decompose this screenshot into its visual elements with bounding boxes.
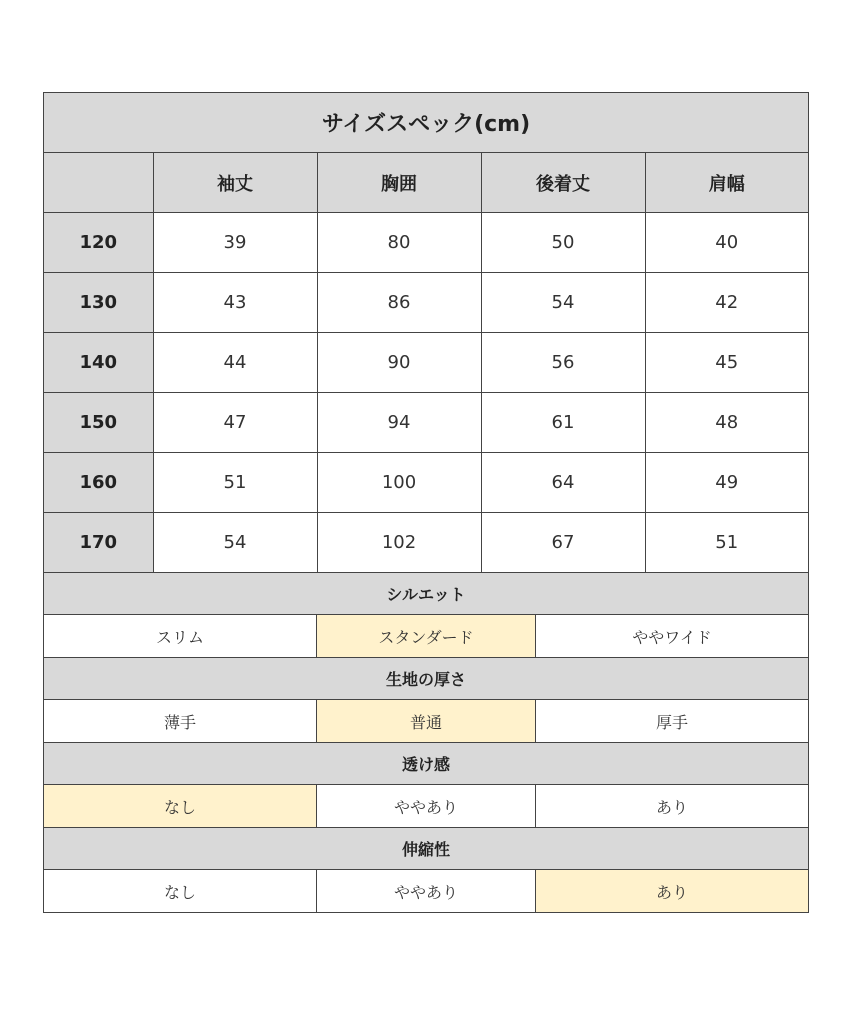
table-cell: 61 [481,393,645,453]
table-row [44,273,808,333]
attribute-option: ややあり [317,870,536,912]
column-header-chest: 胸囲 [317,153,481,213]
attribute-header-stretch: 伸縮性 [44,827,808,869]
table-row [44,333,808,393]
column-header-sleeve-length: 袖丈 [153,153,317,213]
table-cell: 49 [645,453,808,513]
table-cell: 45 [645,333,808,393]
table-cell: 90 [317,333,481,393]
attribute-header-fabric-thickness: 生地の厚さ [44,657,808,699]
size-label: 130 [44,273,153,333]
size-label: 150 [44,393,153,453]
sheet-title: サイズスペック(cm) [44,93,808,153]
table-cell: 40 [645,213,808,273]
attribute-header-silhouette: シルエット [44,572,808,614]
table-cell: 67 [481,513,645,573]
attribute-option: あり [655,797,688,817]
attribute-row-transparency [44,784,808,827]
attribute-row-stretch [44,869,808,912]
table-cell: 80 [317,213,481,273]
attribute-option: 厚手 [655,712,688,732]
table-row [44,393,808,453]
attribute-option-selected: 普通 [317,700,536,742]
table-cell: 51 [153,453,317,513]
table-cell: 44 [153,333,317,393]
table-cell: 43 [153,273,317,333]
attribute-option: 薄手 [44,700,317,742]
attribute-option-selected: あり [536,870,808,912]
table-row [44,213,808,273]
size-label: 120 [44,213,153,273]
table-cell: 54 [481,273,645,333]
table-header-row [44,153,808,213]
size-label: 140 [44,333,153,393]
size-label: 170 [44,513,153,573]
column-header-shoulder-width: 肩幅 [645,153,808,213]
table-cell: 94 [317,393,481,453]
attribute-option: ややあり [317,785,536,827]
size-table [44,153,808,572]
attribute-row-silhouette [44,614,808,657]
table-cell: 50 [481,213,645,273]
size-label: 160 [44,453,153,513]
size-spec-sheet [43,92,809,913]
table-cell: 54 [153,513,317,573]
table-cell: 56 [481,333,645,393]
table-cell: 102 [317,513,481,573]
attribute-option-selected: なし [44,785,317,827]
attribute-option-selected: スタンダード [317,615,536,657]
table-row [44,453,808,513]
table-cell: 48 [645,393,808,453]
table-cell: 42 [645,273,808,333]
table-cell: 51 [645,513,808,573]
table-cell: 47 [153,393,317,453]
attribute-option: なし [44,870,317,912]
table-row [44,513,808,573]
column-header-corner [44,153,153,213]
attribute-option: ややワイド [632,627,712,647]
attribute-row-fabric-thickness [44,699,808,742]
table-cell: 86 [317,273,481,333]
table-cell: 64 [481,453,645,513]
attribute-header-transparency: 透け感 [44,742,808,784]
table-cell: 39 [153,213,317,273]
column-header-back-length: 後着丈 [481,153,645,213]
table-cell: 100 [317,453,481,513]
attribute-option: スリム [44,615,317,657]
